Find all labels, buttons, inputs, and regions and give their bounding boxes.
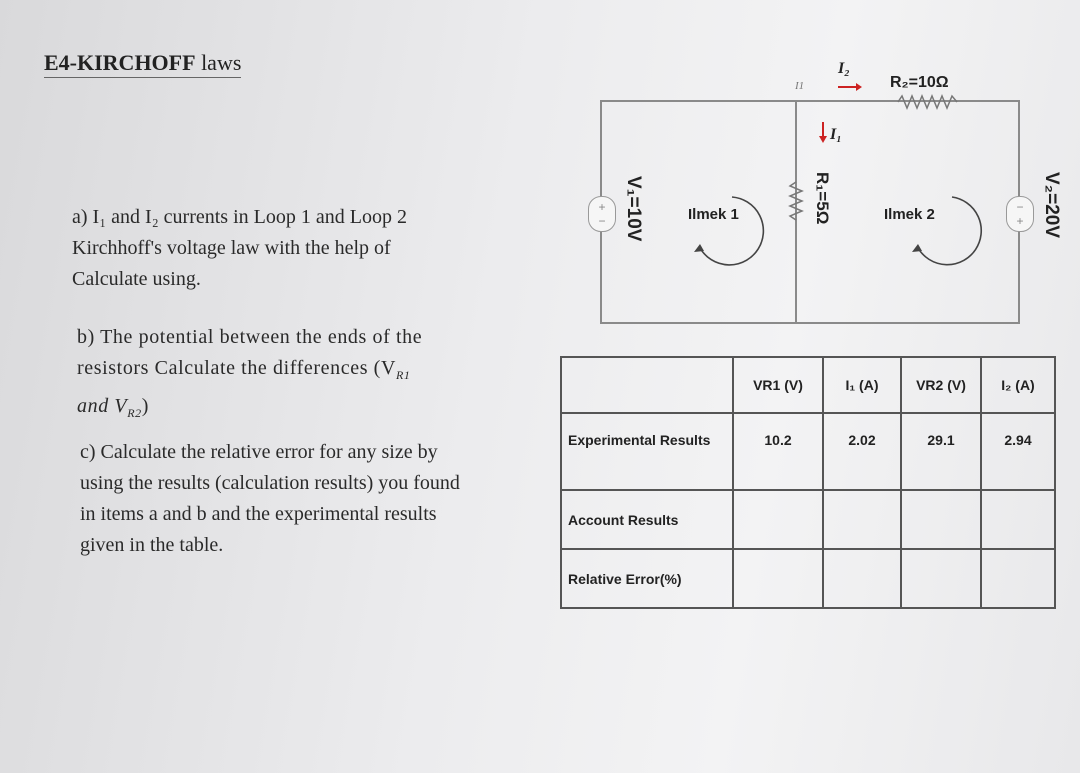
question-b-line3-text: and V — [77, 395, 128, 417]
question-a-line2: Kirchhoff's voltage law with the help of — [72, 237, 391, 259]
cell-exp-vr2: 29.1 — [901, 413, 981, 490]
question-b-sub2: R2 — [127, 406, 142, 420]
title-rest: laws — [195, 50, 242, 75]
resistor-r2-symbol — [898, 96, 957, 108]
v2-label: V₂=20V — [1041, 172, 1062, 239]
cell-err-vr2[interactable] — [901, 549, 981, 608]
cell-err-vr1[interactable] — [733, 549, 823, 608]
table-row — [561, 413, 1055, 490]
table-header-i1: I₁ (A) — [823, 357, 901, 413]
question-b-close: ) — [141, 395, 150, 417]
v2-minus-icon: − — [1016, 200, 1024, 214]
table-header-i2: I₂ (A) — [981, 357, 1055, 413]
r1-label: R₁=5Ω — [813, 172, 832, 225]
cell-err-i1[interactable] — [823, 549, 901, 608]
question-c-line4: given in the table. — [80, 534, 224, 556]
table-header-empty — [561, 357, 733, 413]
question-b-sub1: R1 — [395, 368, 411, 382]
question-b-line2-text: resistors Calculate the differences (V — [77, 357, 396, 379]
cell-calc-i2[interactable] — [981, 490, 1055, 549]
question-c-line2: using the results (calculation results) you found — [80, 472, 460, 494]
mesh2-loop-arrowhead — [912, 244, 922, 252]
cell-exp-vr1: 10.2 — [733, 413, 823, 490]
table-header-row — [561, 357, 1055, 413]
current-top-label: I1 — [795, 80, 805, 92]
row-label-account: Account Results — [561, 490, 733, 549]
table-row — [561, 549, 1055, 608]
question-a-line3: Calculate using. — [72, 268, 201, 290]
cell-calc-vr2[interactable] — [901, 490, 981, 549]
cell-exp-i2: 2.94 — [981, 413, 1055, 490]
v2-plus-icon: + — [1016, 214, 1024, 228]
cell-err-i2[interactable] — [981, 549, 1055, 608]
mesh1-loop-arrowhead — [694, 244, 704, 252]
v1-plus-icon: + — [598, 200, 606, 214]
results-table — [560, 356, 1056, 609]
current-i2-arrowhead — [856, 83, 862, 91]
mesh1-label: Ilmek 1 — [688, 206, 739, 223]
row-label-relative-error: Relative Error(%) — [561, 549, 733, 608]
table-row — [561, 490, 1055, 549]
current-i2-label: I₂ — [838, 60, 850, 77]
current-i1-arrowhead — [819, 136, 827, 143]
table-header-vr2: VR2 (V) — [901, 357, 981, 413]
question-a-line1: a) I₁ and I₂ currents in Loop 1 and Loop 2 — [72, 206, 407, 228]
cell-calc-vr1[interactable] — [733, 490, 823, 549]
resistor-r1-symbol — [790, 182, 802, 220]
v1-minus-icon: − — [598, 214, 606, 228]
voltage-source-v1 — [588, 196, 616, 232]
row-label-experimental: Experimental Results — [561, 413, 733, 490]
cell-exp-i1: 2.02 — [823, 413, 901, 490]
question-c-line3: in items a and b and the experimental results — [80, 503, 437, 525]
question-b-line1: b) The potential between the ends of the — [77, 326, 423, 348]
cell-calc-i1[interactable] — [823, 490, 901, 549]
title-bold: E4-KIRCHOFF — [44, 50, 196, 75]
v1-label: V₁=10V — [623, 176, 644, 242]
r2-label: R₂=10Ω — [890, 74, 949, 91]
current-i1-label: I₁ — [830, 126, 842, 143]
mesh2-label: Ilmek 2 — [884, 206, 935, 223]
table-header-vr1: VR1 (V) — [733, 357, 823, 413]
question-c-line1: c) Calculate the relative error for any size by — [80, 441, 438, 463]
voltage-source-v2 — [1006, 196, 1034, 232]
